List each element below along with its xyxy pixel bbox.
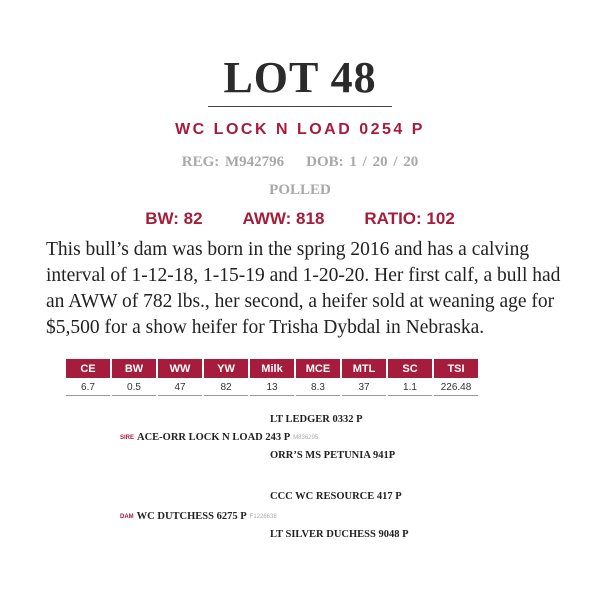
polled-label: POLLED <box>269 182 331 198</box>
weaning-ratio: RATIO: 102 <box>364 209 455 228</box>
sire-registration: M836295 <box>293 434 319 441</box>
adjusted-weaning-weight: AWW: 818 <box>242 209 325 228</box>
description-paragraph: This bull’s dam was born in the spring 2016 and has a calving interval of 1-12-18, 1-15-19 and 1-20-20. Her first calf, a bull had an AWW of 782 lbs., her second, a heifer sold at weaning age for $5,500 for a show heifer for Trisha Dybdal in Nebraska. <box>46 239 561 338</box>
pedigree-dam <box>120 511 277 522</box>
epd-value-mce: 8.3 <box>296 379 340 396</box>
pedigree-sire <box>120 432 318 443</box>
epd-header-mtl: MTL <box>342 359 386 378</box>
registration-number: REG: M942796 <box>181 154 285 170</box>
epd-value-row <box>66 379 478 396</box>
epd-value-ww: 47 <box>158 379 202 396</box>
epd-value-tsi: 226.48 <box>434 379 478 396</box>
epd-header-row <box>66 359 478 378</box>
birth-weight: BW: 82 <box>145 209 203 228</box>
epd-header-milk: Milk <box>250 359 294 378</box>
pedigree-dam-sire: CCC WC RESOURCE 417 P <box>270 491 402 502</box>
title-divider <box>208 106 392 107</box>
sire-name: ACE-ORR LOCK N LOAD 243 P <box>137 432 291 443</box>
dam-name: WC DUTCHESS 6275 P <box>136 511 247 522</box>
pedigree-sire-sire: LT LEDGER 0332 P <box>270 414 363 425</box>
epd-header-tsi: TSI <box>434 359 478 378</box>
dam-tag: DAM <box>120 513 134 520</box>
epd-header-bw: BW <box>112 359 156 378</box>
lot-title: LOT 48 <box>223 53 377 102</box>
pedigree-sire-dam: ORR’S MS PETUNIA 941P <box>270 450 396 461</box>
pedigree-dam-dam: LT SILVER DUCHESS 9048 P <box>270 529 409 540</box>
registration-line <box>0 154 600 171</box>
dam-registration: F1226638 <box>249 513 277 520</box>
weights-line <box>0 209 600 229</box>
epd-header-ce: CE <box>66 359 110 378</box>
epd-header-mce: MCE <box>296 359 340 378</box>
epd-value-sc: 1.1 <box>388 379 432 396</box>
animal-name: WC LOCK N LOAD 0254 P <box>175 121 425 138</box>
epd-header-ww: WW <box>158 359 202 378</box>
epd-value-milk: 13 <box>250 379 294 396</box>
epd-header-sc: SC <box>388 359 432 378</box>
epd-value-yw: 82 <box>204 379 248 396</box>
epd-header-yw: YW <box>204 359 248 378</box>
date-of-birth: DOB: 1 / 20 / 20 <box>306 154 419 170</box>
epd-value-ce: 6.7 <box>66 379 110 396</box>
epd-value-mtl: 37 <box>342 379 386 396</box>
epd-table <box>64 358 480 397</box>
sire-tag: SIRE <box>120 434 135 441</box>
epd-value-bw: 0.5 <box>112 379 156 396</box>
